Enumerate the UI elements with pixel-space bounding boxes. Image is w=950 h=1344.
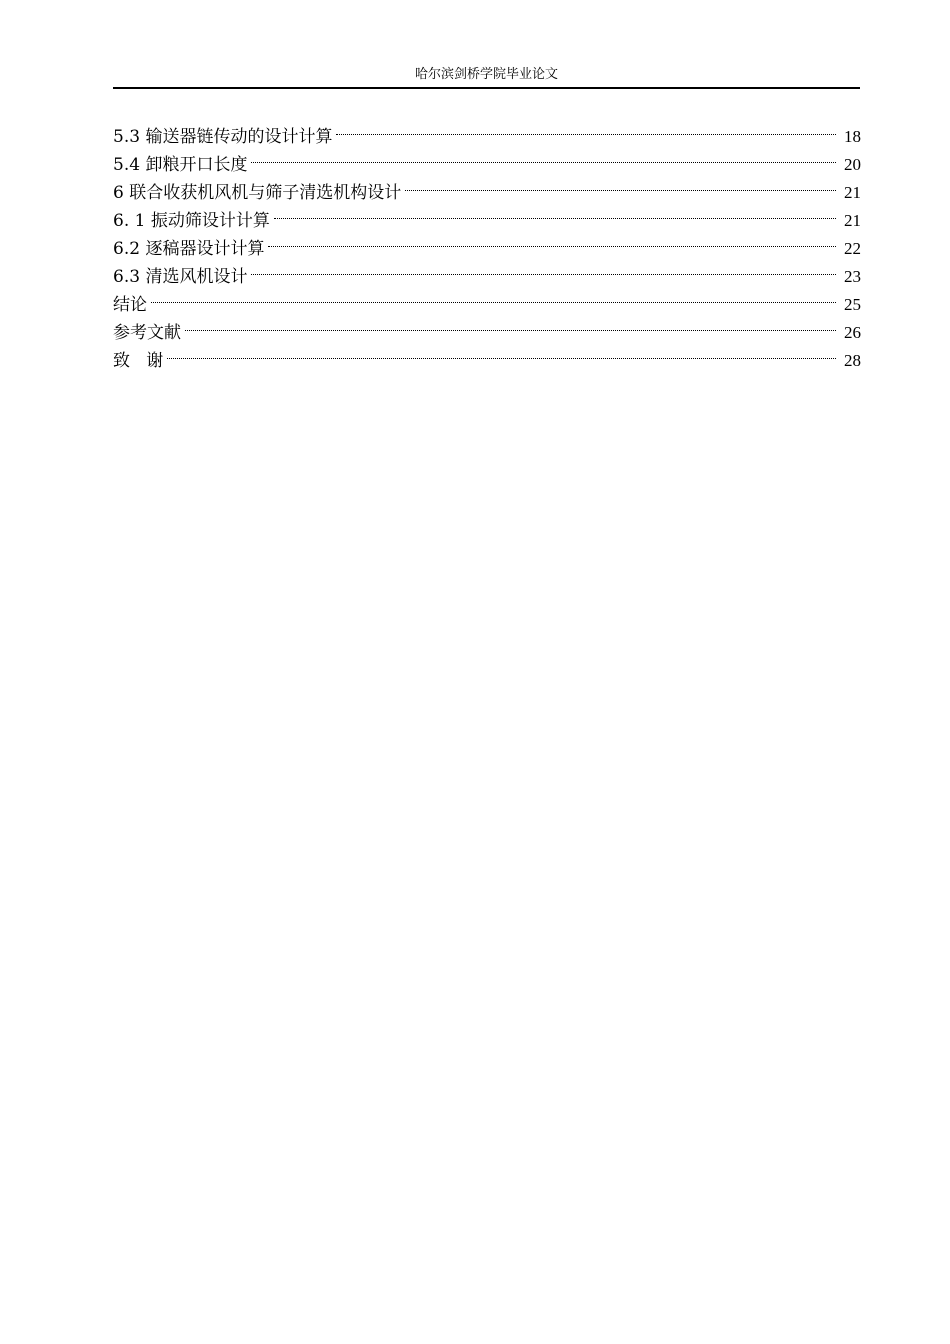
toc-dot-leader — [336, 114, 836, 142]
toc-dot-leader — [274, 198, 836, 226]
toc-entry-page: 25 — [844, 295, 861, 314]
header-divider — [113, 87, 860, 89]
toc-entry-title: 5.4 卸粮开口长度 — [113, 155, 248, 175]
toc-entry-title: 6 联合收获机风机与筛子清选机构设计 — [113, 183, 402, 203]
page-header-title: 哈尔滨剑桥学院毕业论文 — [414, 67, 558, 82]
toc-entry-page: 20 — [844, 155, 861, 174]
toc-entry-title: 结论 — [113, 295, 147, 315]
toc-entry-page: 21 — [844, 211, 861, 230]
toc-dot-leader — [185, 310, 836, 338]
toc-dot-leader — [151, 282, 836, 310]
toc-entry-page: 26 — [844, 323, 861, 342]
toc-entry[interactable] — [113, 338, 861, 371]
toc-entry[interactable] — [113, 282, 861, 315]
toc-dot-leader — [167, 338, 836, 366]
toc-entry-title: 致 谢 — [113, 351, 164, 371]
table-of-contents — [113, 114, 861, 371]
toc-entry[interactable] — [113, 310, 861, 343]
toc-dot-leader — [268, 226, 836, 254]
toc-entry-title: 6.3 清选风机设计 — [113, 267, 248, 287]
toc-entry-title: 参考文献 — [113, 323, 181, 343]
toc-entry-page: 21 — [844, 183, 861, 202]
toc-dot-leader — [251, 142, 836, 170]
toc-entry[interactable] — [113, 114, 861, 147]
toc-entry-page: 23 — [844, 267, 861, 286]
toc-entry-page: 18 — [844, 127, 861, 146]
toc-dot-leader — [405, 170, 836, 198]
toc-entry-title: 5.3 输送器链传动的设计计算 — [113, 127, 333, 147]
toc-entry-title: 6.2 逐稿器设计计算 — [113, 239, 265, 259]
toc-dot-leader — [251, 254, 836, 282]
toc-entry-page: 28 — [844, 351, 861, 370]
toc-entry-title: 6. 1 振动筛设计计算 — [113, 211, 270, 231]
toc-entry-page: 22 — [844, 239, 861, 258]
